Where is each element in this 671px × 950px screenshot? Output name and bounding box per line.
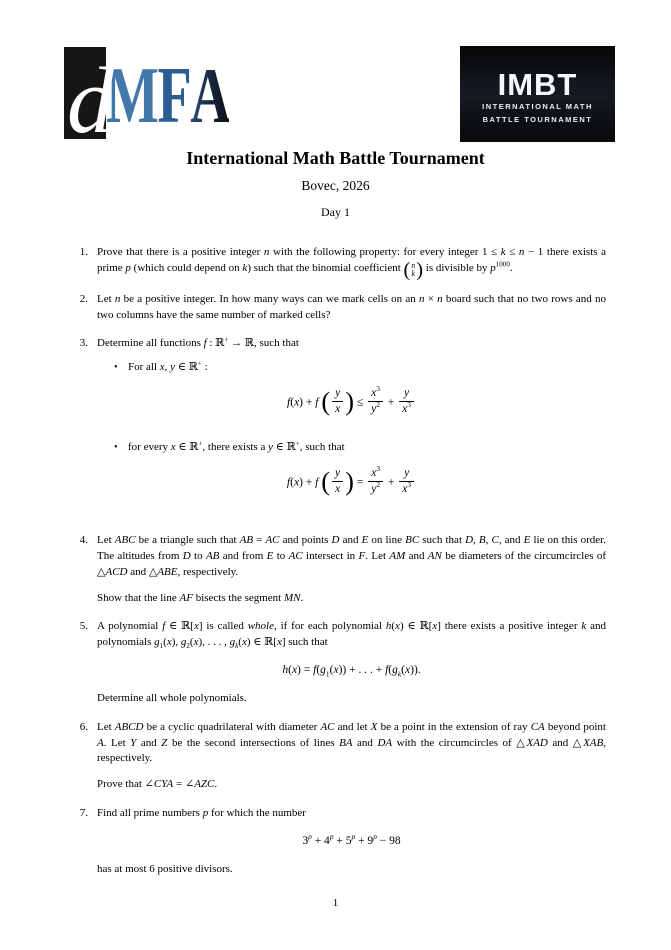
page-number: 1	[332, 897, 339, 909]
problem-text: Let ABC be a triangle such that AB = AC and points D and E on line BC such that D, B, C, and E lie on this order. The altitudes from D to AB and from E to AC intersect in F. Let AM and AN be diameters of the circumcircles of △ACD and △ABE, respectively.	[97, 534, 607, 578]
dmfa-letter-m: M	[106, 52, 158, 141]
condition-text: For all x, y ∈ ℝ+ :	[128, 359, 208, 374]
page-title: International Math Battle Tournament	[186, 148, 485, 168]
math-formula-inequality: f(x) + f ( $\frac{y}{x}$ ) ≤ $\frac{x^3}{y^2}$ + $\frac{y}{x^3}$	[97, 388, 606, 417]
condition-list	[97, 360, 606, 511]
problem-number: 2.	[79, 293, 88, 306]
problem-body	[97, 806, 606, 878]
imbt-acronym: IMBT	[497, 66, 578, 102]
problem-number: 4.	[79, 534, 88, 547]
imbt-logo	[460, 46, 615, 142]
imbt-subtitle-line2: BATTLE TOURNAMENT	[482, 114, 593, 124]
problem-5	[67, 619, 606, 707]
problem-body	[97, 720, 606, 793]
imbt-subtitle-line1: INTERNATIONAL MATH	[482, 101, 593, 111]
page-footer	[0, 897, 671, 909]
problem-number: 7.	[79, 806, 88, 819]
problem-text: Let n be a positive integer. In how many ways can we mark cells on an n × n board such that no two rows and no two columns have the same number of marked cells?	[97, 293, 606, 321]
problem-4	[67, 533, 606, 606]
problem-task-text: Show that the line AF bisects the segment MN.	[97, 591, 304, 604]
problem-text: Find all prime numbers p for which the number	[97, 806, 306, 819]
problem-7	[67, 806, 606, 878]
problem-2	[67, 292, 606, 323]
dmfa-letter-d: d	[67, 49, 114, 154]
bullet-icon: •	[114, 362, 118, 374]
dmfa-letter-a: A	[190, 52, 230, 141]
dmfa-letter-f: F	[157, 52, 191, 141]
bullet-icon: •	[114, 442, 118, 454]
header	[0, 0, 671, 154]
problem-number: 6.	[79, 721, 88, 734]
problem-number: 5.	[79, 620, 88, 633]
problem-text: Prove that there is a positive integer n with the following property: for every integer 1 ≤ k ≤ n − 1 there exists a prime p (which could depend on k) such that the binomial coefficient ( n k ) is divisible by $p^{1000}$.	[97, 246, 607, 282]
math-formula-equality: f(x) + f ( $\frac{y}{x}$ ) = $\frac{x^3}{y^2}$ + $\frac{y}{x^3}$	[97, 468, 606, 497]
dmfa-logo	[64, 47, 282, 154]
problem-text: Determine all functions f : ℝ+ → ℝ, such that	[97, 335, 299, 350]
problem-task-text: Determine all whole polynomials.	[97, 692, 247, 705]
problem-body	[97, 245, 607, 282]
condition-2	[114, 440, 606, 511]
problem-body	[97, 292, 606, 323]
condition-body	[128, 440, 606, 511]
dmfa-logo-black-box	[64, 47, 114, 154]
problem-number: 1.	[79, 246, 88, 258]
day-label: Day 1	[321, 205, 350, 219]
problem-list	[67, 245, 606, 878]
problem-body	[97, 533, 606, 606]
problem-1	[67, 245, 607, 282]
problem-body	[97, 336, 606, 520]
condition-1	[114, 360, 606, 431]
math-formula-polynomial: $h(x) = f(g_1(x))$ + . . . + $f(g_k(x))$.	[282, 663, 421, 678]
problem-3	[67, 336, 606, 520]
math-formula-primes: $3^p + 4^p + 5^p + 9^p - 98$	[302, 831, 401, 847]
condition-text: for every x ∈ ℝ+, there exists a y ∈ ℝ+, such that	[128, 439, 345, 454]
problem-6	[67, 720, 606, 793]
condition-body	[128, 360, 606, 431]
imbt-logo-text	[482, 66, 593, 125]
problem-number: 3.	[79, 337, 88, 350]
problem-task-text: Prove that ∠CYA = ∠AZC.	[97, 778, 218, 791]
event-location-year: Bovec, 2026	[301, 178, 370, 193]
problem-text: A polynomial f ∈ ℝ[x] is called whole, if for each polynomial h(x) ∈ ℝ[x] there exists a positive integer k and polynomials $g_1(x)$, $g_2(x)$, . . . , $g_k(x)$ ∈ ℝ[x] such that	[97, 620, 606, 651]
problem-task-text: has at most 6 positive divisors.	[97, 863, 233, 876]
problem-body	[97, 619, 606, 707]
dmfa-letters-mfa	[106, 52, 230, 141]
problem-text: Let ABCD be a cyclic quadrilateral with diameter AC and let X be a point in the extension of ray CA beyond point A. Let Y and Z be the second intersections of lines BA and DA with the circumcircles of △XAD and △XAB, respectively.	[97, 721, 606, 765]
